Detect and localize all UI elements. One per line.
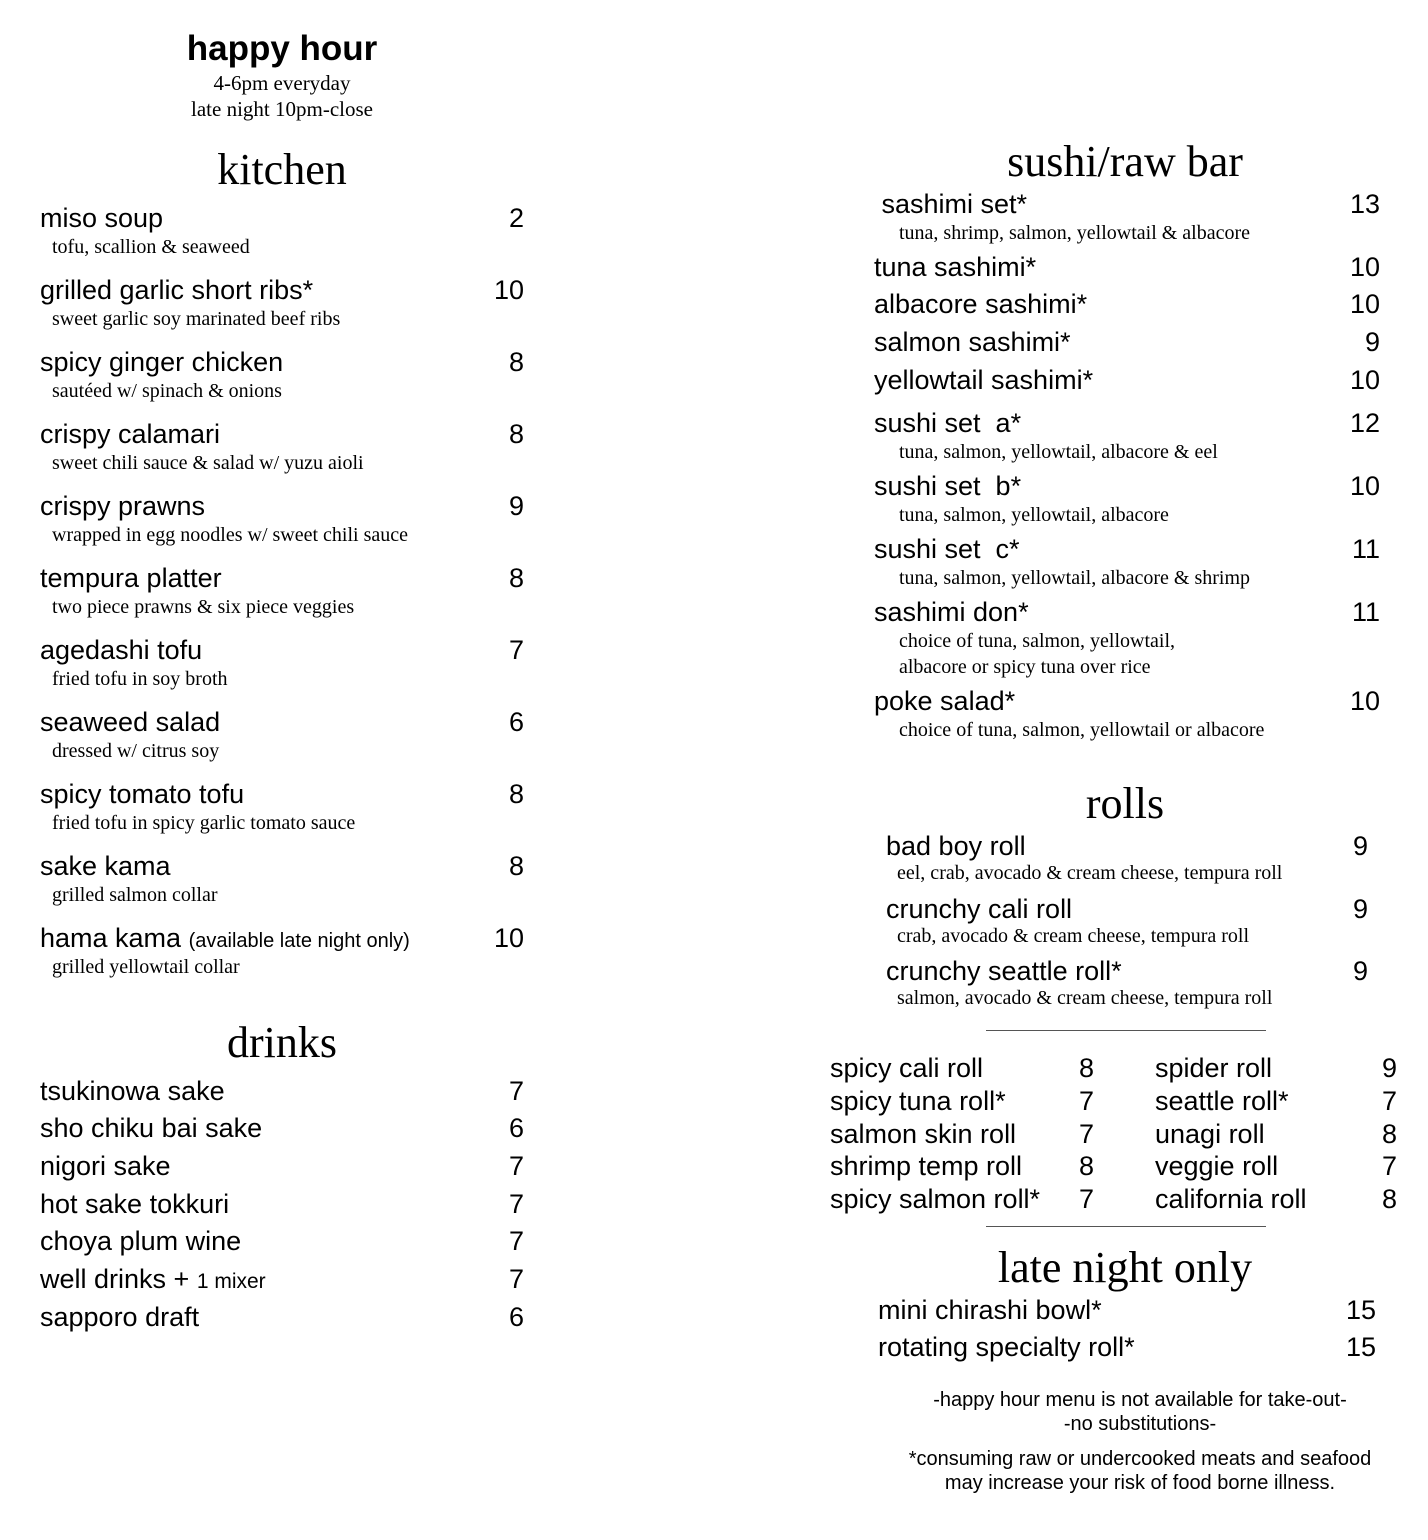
item-name: spicy salmon roll* <box>830 1184 1041 1214</box>
item-name: veggie roll <box>1155 1151 1279 1181</box>
item-price: 15 <box>1345 1295 1376 1325</box>
menu-item <box>40 634 524 706</box>
item-name: unagi roll <box>1155 1119 1265 1149</box>
drink-item <box>40 1075 524 1109</box>
drink-name: choya plum wine <box>40 1226 242 1256</box>
item-price: 10 <box>1349 289 1380 319</box>
item-name: seattle roll* <box>1155 1086 1289 1116</box>
roll-grid-item <box>1155 1052 1397 1084</box>
hours-late-night: late night 10pm-close <box>191 97 373 121</box>
item-description: eel, crab, avocado & cream cheese, tempura roll <box>897 862 1283 884</box>
item-price: 11 <box>1351 534 1380 564</box>
item-price: 8 <box>508 851 524 881</box>
item-name: tempura platter <box>40 563 222 593</box>
item-price: 2 <box>508 203 524 233</box>
item-name: sushi set b* <box>874 471 1022 501</box>
item-description: sautéed w/ spinach & onions <box>52 380 282 402</box>
raw-food-warning-cont: may increase your risk of food borne illness. <box>944 1472 1336 1494</box>
item-price: 10 <box>493 923 524 953</box>
item-name: yellowtail sashimi* <box>874 365 1094 395</box>
item-description: sweet garlic soy marinated beef ribs <box>52 308 341 330</box>
item-description: albacore or spicy tuna over rice <box>899 656 1151 678</box>
item-price: 8 <box>1381 1119 1397 1149</box>
item-price: 7 <box>1381 1151 1397 1181</box>
late-night-item <box>878 1331 1376 1365</box>
item-price: 10 <box>1349 252 1380 282</box>
item-price: 6 <box>508 707 524 737</box>
menu-item <box>40 562 524 634</box>
sushi-raw-bar-title: sushi/raw bar <box>1007 137 1243 186</box>
item-name: spicy tuna roll* <box>830 1086 1006 1116</box>
drinks-title: drinks <box>227 1018 337 1067</box>
roll-grid-item <box>830 1183 1094 1215</box>
item-name-with-note <box>40 922 410 957</box>
item-name: shrimp temp roll <box>830 1151 1023 1181</box>
item-name: albacore sashimi* <box>874 289 1088 319</box>
drink-price: 7 <box>508 1151 524 1181</box>
item-description: two piece prawns & six piece veggies <box>52 596 355 618</box>
item-price: 12 <box>1349 408 1380 438</box>
item-description: tuna, shrimp, salmon, yellowtail & albacore <box>899 222 1251 244</box>
item-description: dressed w/ citrus soy <box>52 740 220 762</box>
item-name: seaweed salad <box>40 707 221 737</box>
item-name: miso soup <box>40 203 164 233</box>
item-description: wrapped in egg noodles w/ sweet chili sauce <box>52 524 409 546</box>
item-description: choice of tuna, salmon, yellowtail or albacore <box>899 719 1265 741</box>
item-name: california roll <box>1155 1184 1307 1214</box>
item-description: salmon, avocado & cream cheese, tempura roll <box>897 987 1273 1009</box>
item-name: sushi set c* <box>874 534 1020 564</box>
drink-name: sho chiku bai sake <box>40 1113 263 1143</box>
item-price: 9 <box>508 491 524 521</box>
drink-name: sapporo draft <box>40 1302 200 1332</box>
item-name: crunchy cali roll <box>886 894 1073 924</box>
item-price: 9 <box>1352 831 1368 861</box>
item-price: 7 <box>508 635 524 665</box>
item-price: 15 <box>1345 1332 1376 1362</box>
item-name: rotating specialty roll* <box>878 1332 1135 1362</box>
drink-item <box>40 1263 524 1297</box>
item-name: bad boy roll <box>886 831 1026 861</box>
roll-grid-item <box>1155 1183 1397 1215</box>
item-description: tuna, salmon, yellowtail, albacore & shrimp <box>899 567 1251 589</box>
item-name: spicy ginger chicken <box>40 347 284 377</box>
item-price: 13 <box>1349 189 1380 219</box>
item-name: mini chirashi bowl* <box>878 1295 1102 1325</box>
item-price: 11 <box>1351 597 1380 627</box>
item-name: crispy calamari <box>40 419 221 449</box>
item-description: sweet chili sauce & salad w/ yuzu aioli <box>52 452 364 474</box>
drink-price: 6 <box>508 1302 524 1332</box>
late-night-item <box>878 1294 1376 1328</box>
item-price: 7 <box>1078 1119 1094 1149</box>
drink-item <box>40 1150 524 1184</box>
item-description: tuna, salmon, yellowtail, albacore & eel <box>899 441 1218 463</box>
menu-item <box>40 274 524 346</box>
drink-price: 7 <box>508 1264 524 1294</box>
kitchen-title: kitchen <box>217 145 347 194</box>
menu-item <box>40 346 524 418</box>
item-description: tofu, scallion & seaweed <box>52 236 250 258</box>
item-name: salmon sashimi* <box>874 327 1071 357</box>
drink-price: 7 <box>508 1076 524 1106</box>
raw-food-warning: *consuming raw or undercooked meats and seafood <box>908 1448 1372 1470</box>
item-name: crunchy seattle roll* <box>886 956 1122 986</box>
drink-item <box>40 1188 524 1222</box>
item-name: agedashi tofu <box>40 635 203 665</box>
menu-item <box>40 418 524 490</box>
item-name: crispy prawns <box>40 491 206 521</box>
drink-item <box>40 1112 524 1146</box>
item-description: tuna, salmon, yellowtail, albacore <box>899 504 1169 526</box>
item-description: fried tofu in soy broth <box>52 668 228 690</box>
hours-everyday: 4-6pm everyday <box>213 71 351 95</box>
item-name: tuna sashimi* <box>874 252 1037 282</box>
item-name: grilled garlic short ribs* <box>40 275 314 305</box>
drink-item <box>40 1225 524 1259</box>
roll-grid-item <box>1155 1085 1397 1117</box>
substitutions-note: -no substitutions- <box>1063 1413 1217 1435</box>
roll-grid-item <box>830 1150 1094 1182</box>
drink-price: 7 <box>508 1189 524 1219</box>
item-price: 9 <box>1352 956 1368 986</box>
late-night-title: late night only <box>997 1243 1253 1292</box>
item-description: fried tofu in spicy garlic tomato sauce <box>52 812 356 834</box>
item-name: sushi set a* <box>874 408 1022 438</box>
divider <box>986 1226 1266 1227</box>
menu-item <box>40 490 524 562</box>
item-description: grilled salmon collar <box>52 884 218 906</box>
happy-hour-title: happy hour <box>186 29 378 68</box>
item-price: 7 <box>1078 1184 1094 1214</box>
takeout-note: -happy hour menu is not available for take-out- <box>933 1389 1347 1411</box>
item-name: poke salad* <box>874 686 1016 716</box>
divider <box>986 1030 1266 1031</box>
item-name: sashimi set* <box>874 189 1028 219</box>
item-description: choice of tuna, salmon, yellowtail, <box>899 630 1176 652</box>
item-price: 9 <box>1364 327 1380 357</box>
item-price: 10 <box>1349 686 1380 716</box>
item-price: 8 <box>508 779 524 809</box>
item-description: crab, avocado & cream cheese, tempura roll <box>897 925 1250 947</box>
roll-grid-item <box>830 1052 1094 1084</box>
drink-name: hot sake tokkuri <box>40 1189 230 1219</box>
item-availability-note: (available late night only) <box>188 930 410 952</box>
item-price: 10 <box>493 275 524 305</box>
drink-item <box>40 1301 524 1335</box>
item-price: 9 <box>1352 894 1368 924</box>
item-price: 8 <box>508 347 524 377</box>
item-price: 8 <box>1078 1053 1094 1083</box>
roll-grid-item <box>1155 1150 1397 1182</box>
item-price: 8 <box>1381 1184 1397 1214</box>
item-name: salmon skin roll <box>830 1119 1017 1149</box>
item-name: sashimi don* <box>874 597 1029 627</box>
menu-item <box>40 922 524 994</box>
roll-grid-item <box>830 1085 1094 1117</box>
roll-grid-item <box>1155 1118 1397 1150</box>
menu-item <box>40 850 524 922</box>
item-name: hama kama <box>40 923 182 953</box>
drink-name: tsukinowa sake <box>40 1076 225 1106</box>
item-price: 10 <box>1349 471 1380 501</box>
item-price: 8 <box>508 419 524 449</box>
drink-name: nigori sake <box>40 1151 171 1181</box>
item-price: 10 <box>1349 365 1380 395</box>
drink-price: 6 <box>508 1113 524 1143</box>
item-name: spicy cali roll <box>830 1053 984 1083</box>
item-price: 8 <box>1078 1151 1094 1181</box>
drink-price: 7 <box>508 1226 524 1256</box>
item-description: grilled yellowtail collar <box>52 956 240 978</box>
item-price: 7 <box>1078 1086 1094 1116</box>
menu-item <box>40 202 524 274</box>
menu-item <box>40 706 524 778</box>
rolls-title: rolls <box>1085 779 1165 828</box>
item-price: 9 <box>1381 1053 1397 1083</box>
drink-name: well drinks + <box>40 1264 197 1294</box>
drink-note: 1 mixer <box>196 1270 266 1293</box>
item-name: sake kama <box>40 851 171 881</box>
item-price: 8 <box>508 563 524 593</box>
roll-grid-item <box>830 1118 1094 1150</box>
item-price: 7 <box>1381 1086 1397 1116</box>
drink-name-with-note <box>40 1263 266 1298</box>
item-name: spicy tomato tofu <box>40 779 245 809</box>
item-name: spider roll <box>1155 1053 1273 1083</box>
menu-item <box>40 778 524 850</box>
